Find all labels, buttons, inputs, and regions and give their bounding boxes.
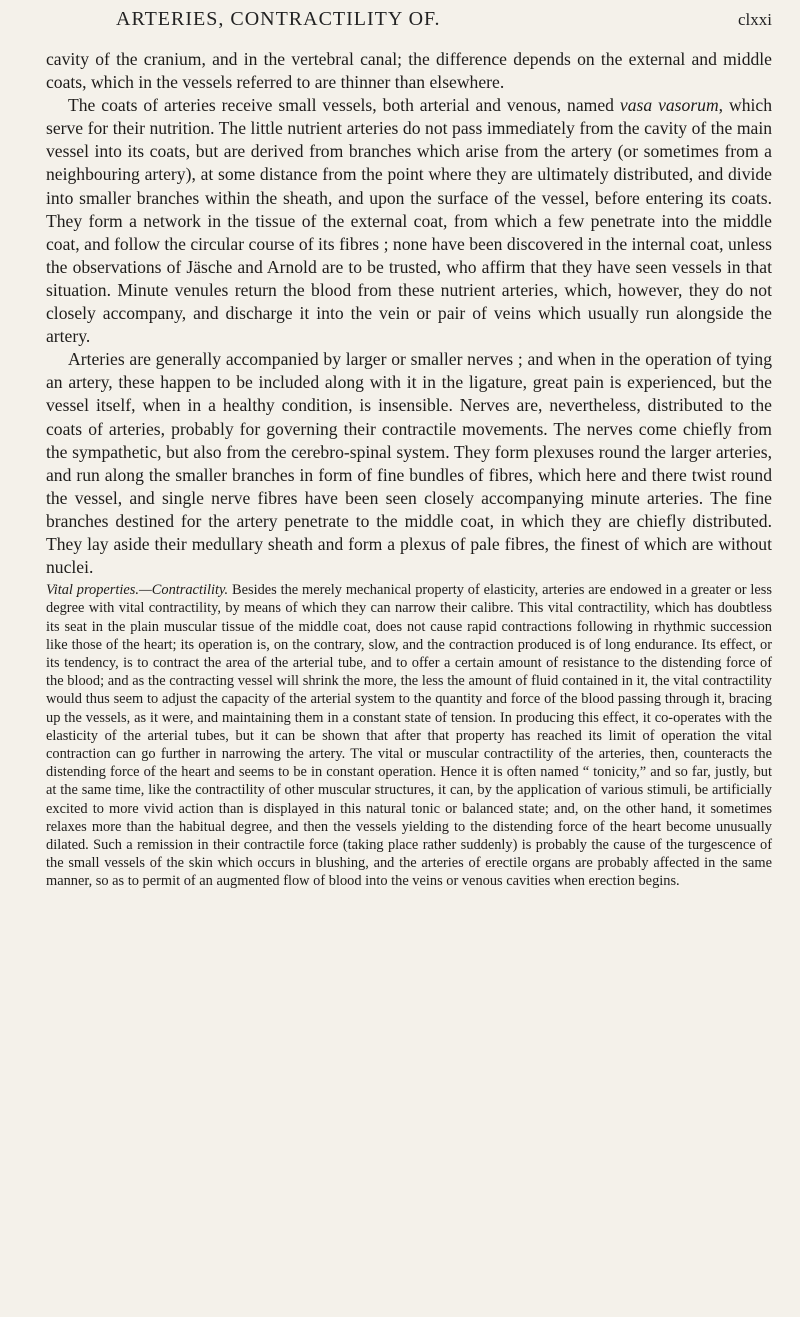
small-text <box>46 581 772 890</box>
page-number: clxxi <box>738 10 772 29</box>
main-text <box>46 48 772 579</box>
paragraph-vasa-vasorum <box>46 94 772 348</box>
paragraph-nerves: Arteries are generally accompanied by larger or smaller nerves ; and when in the operation of tying an artery, these happen to be included along with it in the ligature, great pain is experienced, but the vessel itself, when in a healthy condition, is insensible. Nerves are, nevertheless, distributed to the coats of arteries, probably for governing their contractile movements. The nerves come chiefly from the sympathetic, but also from the cerebro-spinal system. They form plexuses round the larger arteries, and run along the smaller branches in form of fine bundles of fibres, which here and there twist round the vessel, and single nerve fibres have been seen closely accompanying minute arteries. The fine branches destined for the artery penetrate to the middle coat, in which they are chiefly distributed. They lay aside their medullary sheath and form a plexus of pale fibres, the finest of which are without nuclei. <box>46 349 772 578</box>
paragraph-vital-properties <box>46 581 772 890</box>
paragraph-continuation: cavity of the cranium, and in the vertebral canal; the difference depends on the external and middle coats, which in the vessels referred to are thinner than elsewhere. <box>46 49 772 93</box>
page <box>46 0 772 891</box>
page-header <box>46 8 772 48</box>
paragraph-text: , which serve for their nutrition. The little nutrient arteries do not pass immediately from the cavity of the main vessel into its coats, but are derived from branches which arise from the artery (or sometimes from a neighbouring artery), at some distance from the point where they are ultimately distributed, and divide into smaller branches within the sheath, and upon the surface of the vessel, before entering its coats. They form a network in the tissue of the external coat, from which a few penetrate into the middle coat, and follow the circular course of its fibres ; none have been discovered in the internal coat, unless the observations of Jäsche and Arnold are to be trusted, who affirm that they have seen vessels in that situation. Minute venules return the blood from these nutrient arteries, which, however, they do not closely accompany, and discharge it into the vein or pair of veins which usually run alongside the artery. <box>46 95 772 347</box>
italic-term: vasa vasorum <box>619 95 719 116</box>
running-head: ARTERIES, CONTRACTILITY OF. <box>116 8 441 30</box>
section-heading: Vital properties.—Contractility. <box>46 582 229 599</box>
paragraph-text: Besides the merely mechanical property of elasticity, arteries are endowed in a greater or less degree with vital contractility, by means of which they can narrow their calibre. This vital contractility, which has doubtless its seat in the plain muscular tissue of the middle coat, does not cause rapid contractions following in rhythmic succession like those of the heart; its operation is, on the contrary, slow, and the contraction produced is of long endurance. Its effect, or its tendency, is to contract the area of the arterial tube, and to offer a certain amount of resistance to the distending force of the blood; and as the contracting vessel will shrink the more, the less the amount of fluid contained in it, the vital contractility would thus seem to adjust the capacity of the arterial system to the quantity and force of the blood passing through it, bracing up the vessels, as it were, and maintaining them in a constant state of tension. In producing this effect, it co-operates with the elasticity of the arterial tubes, but it can be shown that after that property has reached its limit of operation the vital contraction can go further in narrowing the artery. The vital or muscular contractility of the arteries, then, counteracts the distending force of the heart and seems to be in constant operation. Hence it is often named “ tonicity,” and so far, justly, but at the same time, like the contractility of other muscular structures, it can, by the application of various stimuli, be artificially excited to more vivid action than is displayed in this natural tonic or balanced state; and, on the other hand, it sometimes relaxes more than the habitual degree, and then the vessels yielding to the distending force of the heart become unusually dilated. Such a remission in their contractile force (taking place rather suddenly) is probably the cause of the turgescence of the small vessels of the skin which occurs in blushing, and the arteries of erectile organs are probably affected in the same manner, so as to permit of an augmented flow of blood into the veins or venous cavities when erection begins. <box>46 582 772 890</box>
paragraph-text: The coats of arteries receive small vessels, both arterial and venous, named <box>68 95 620 116</box>
